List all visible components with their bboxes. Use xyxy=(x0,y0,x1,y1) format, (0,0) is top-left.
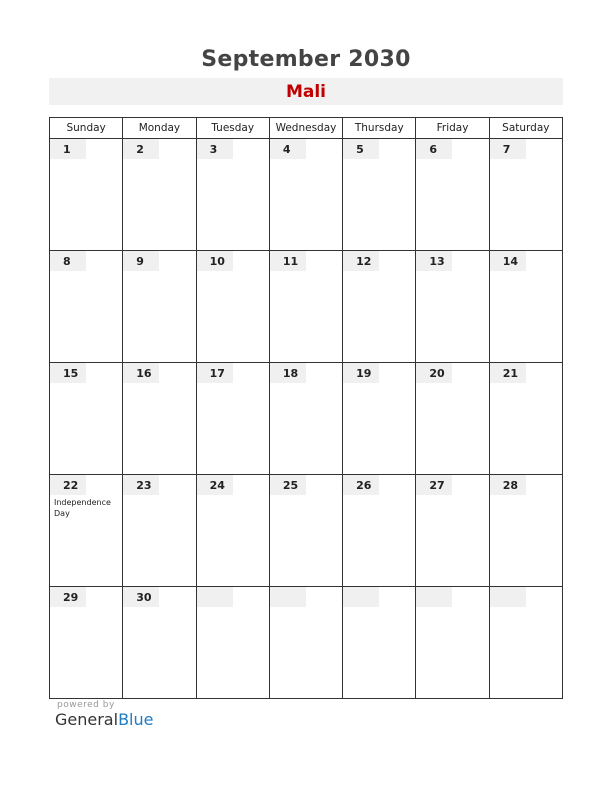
day-cell[interactable] xyxy=(489,587,562,699)
day-number-box xyxy=(123,251,159,271)
day-cell[interactable] xyxy=(196,475,269,587)
day-number: 5 xyxy=(356,143,364,156)
day-number: 20 xyxy=(429,367,445,380)
weekday-wednesday: Wednesday xyxy=(269,118,342,139)
day-number: 6 xyxy=(429,143,438,156)
day-number-box xyxy=(343,363,379,383)
day-number-box xyxy=(197,139,233,159)
day-cell[interactable] xyxy=(123,475,196,587)
day-number-box xyxy=(343,475,379,495)
day-cell[interactable] xyxy=(50,139,123,251)
day-cell[interactable] xyxy=(123,139,196,251)
day-cell[interactable] xyxy=(50,251,123,363)
day-number-box xyxy=(123,139,159,159)
weekday-sunday: Sunday xyxy=(50,118,123,139)
weekday-tuesday: Tuesday xyxy=(196,118,269,139)
day-number: 28 xyxy=(502,479,518,492)
day-number-box xyxy=(343,587,379,607)
day-number-box xyxy=(270,363,306,383)
day-cell[interactable] xyxy=(50,475,123,587)
day-number-box xyxy=(490,251,526,271)
week-row xyxy=(50,139,563,251)
day-cell[interactable] xyxy=(343,251,416,363)
day-number: 21 xyxy=(502,367,518,380)
day-cell[interactable] xyxy=(269,587,342,699)
brand-blue: Blue xyxy=(118,710,154,729)
day-cell[interactable] xyxy=(50,363,123,475)
brand-general: General xyxy=(55,710,119,729)
day-number: 3 xyxy=(209,143,218,156)
day-number-box xyxy=(197,587,233,607)
powered-by-label: powered by xyxy=(57,700,115,710)
weekday-saturday: Saturday xyxy=(489,118,562,139)
day-cell[interactable] xyxy=(343,475,416,587)
day-number-box xyxy=(270,475,306,495)
day-cell[interactable] xyxy=(416,363,489,475)
day-cell[interactable] xyxy=(123,587,196,699)
day-number-box xyxy=(416,475,452,495)
day-cell[interactable] xyxy=(50,587,123,699)
day-number-box xyxy=(197,363,233,383)
day-number-box xyxy=(490,587,526,607)
day-number-box xyxy=(50,251,86,271)
day-number: 2 xyxy=(136,143,144,156)
day-number-box xyxy=(197,251,233,271)
day-number: 12 xyxy=(356,255,372,268)
day-cell[interactable] xyxy=(196,139,269,251)
day-number-box xyxy=(416,363,452,383)
day-number-box xyxy=(416,587,452,607)
day-cell[interactable] xyxy=(196,587,269,699)
day-number: 14 xyxy=(502,255,518,268)
day-number: 1 xyxy=(63,143,71,156)
footer-branding xyxy=(55,700,153,730)
weekday-friday: Friday xyxy=(416,118,489,139)
day-cell[interactable] xyxy=(269,139,342,251)
day-cell[interactable] xyxy=(416,475,489,587)
day-number-box xyxy=(123,587,159,607)
day-number-box xyxy=(50,139,86,159)
day-number: 7 xyxy=(502,143,511,156)
day-number: 17 xyxy=(209,367,225,380)
week-row xyxy=(50,587,563,699)
day-number: 16 xyxy=(136,367,152,380)
holiday-label: Independence Day xyxy=(54,498,111,518)
day-cell[interactable] xyxy=(123,363,196,475)
day-number-box xyxy=(270,139,306,159)
day-cell[interactable] xyxy=(343,139,416,251)
day-number: 26 xyxy=(356,479,372,492)
weekday-monday: Monday xyxy=(123,118,196,139)
day-number-box xyxy=(50,587,86,607)
calendar-grid xyxy=(49,117,563,699)
day-number: 15 xyxy=(63,367,79,380)
day-number-box xyxy=(50,363,86,383)
generalblue-logo[interactable] xyxy=(55,710,153,730)
day-number: 22 xyxy=(63,479,79,492)
day-number-box xyxy=(123,475,159,495)
day-number-box xyxy=(416,251,452,271)
day-number-box xyxy=(416,139,452,159)
day-cell[interactable] xyxy=(269,475,342,587)
day-number-box xyxy=(270,587,306,607)
day-cell[interactable] xyxy=(489,475,562,587)
day-number: 25 xyxy=(282,479,299,492)
day-number: 10 xyxy=(209,255,225,268)
day-number: 11 xyxy=(282,255,299,268)
day-number-box xyxy=(490,475,526,495)
day-cell[interactable] xyxy=(489,363,562,475)
day-number-box xyxy=(270,251,306,271)
day-number: 29 xyxy=(63,591,79,604)
weekday-thursday: Thursday xyxy=(343,118,416,139)
day-number: 19 xyxy=(356,367,372,380)
day-cell[interactable] xyxy=(123,251,196,363)
day-number: 27 xyxy=(429,479,445,492)
day-cell[interactable] xyxy=(416,587,489,699)
day-cell[interactable] xyxy=(343,587,416,699)
day-number: 30 xyxy=(136,591,152,604)
day-number: 13 xyxy=(429,255,445,268)
day-number-box xyxy=(343,139,379,159)
weekday-header-row xyxy=(50,118,563,139)
day-cell[interactable] xyxy=(196,251,269,363)
day-number-box xyxy=(343,251,379,271)
day-number: 18 xyxy=(282,367,299,380)
day-number: 24 xyxy=(209,479,225,492)
day-number-box xyxy=(50,475,86,495)
day-number: 8 xyxy=(63,255,71,268)
week-row xyxy=(50,475,563,587)
day-number-box xyxy=(123,363,159,383)
day-number-box xyxy=(490,363,526,383)
day-cell[interactable] xyxy=(269,251,342,363)
day-cell[interactable] xyxy=(269,363,342,475)
day-cell[interactable] xyxy=(196,363,269,475)
day-cell[interactable] xyxy=(416,251,489,363)
day-number: 9 xyxy=(136,255,144,268)
country-name: Mali xyxy=(285,81,327,102)
week-row xyxy=(50,251,563,363)
day-cell[interactable] xyxy=(489,251,562,363)
day-cell[interactable] xyxy=(489,139,562,251)
day-number: 23 xyxy=(136,479,152,492)
day-cell[interactable] xyxy=(416,139,489,251)
week-row xyxy=(50,363,563,475)
page-title: September 2030 xyxy=(201,47,411,72)
country-banner xyxy=(49,78,563,105)
day-number: 4 xyxy=(282,143,291,156)
day-number-box xyxy=(197,475,233,495)
day-number-box xyxy=(490,139,526,159)
day-cell[interactable] xyxy=(343,363,416,475)
